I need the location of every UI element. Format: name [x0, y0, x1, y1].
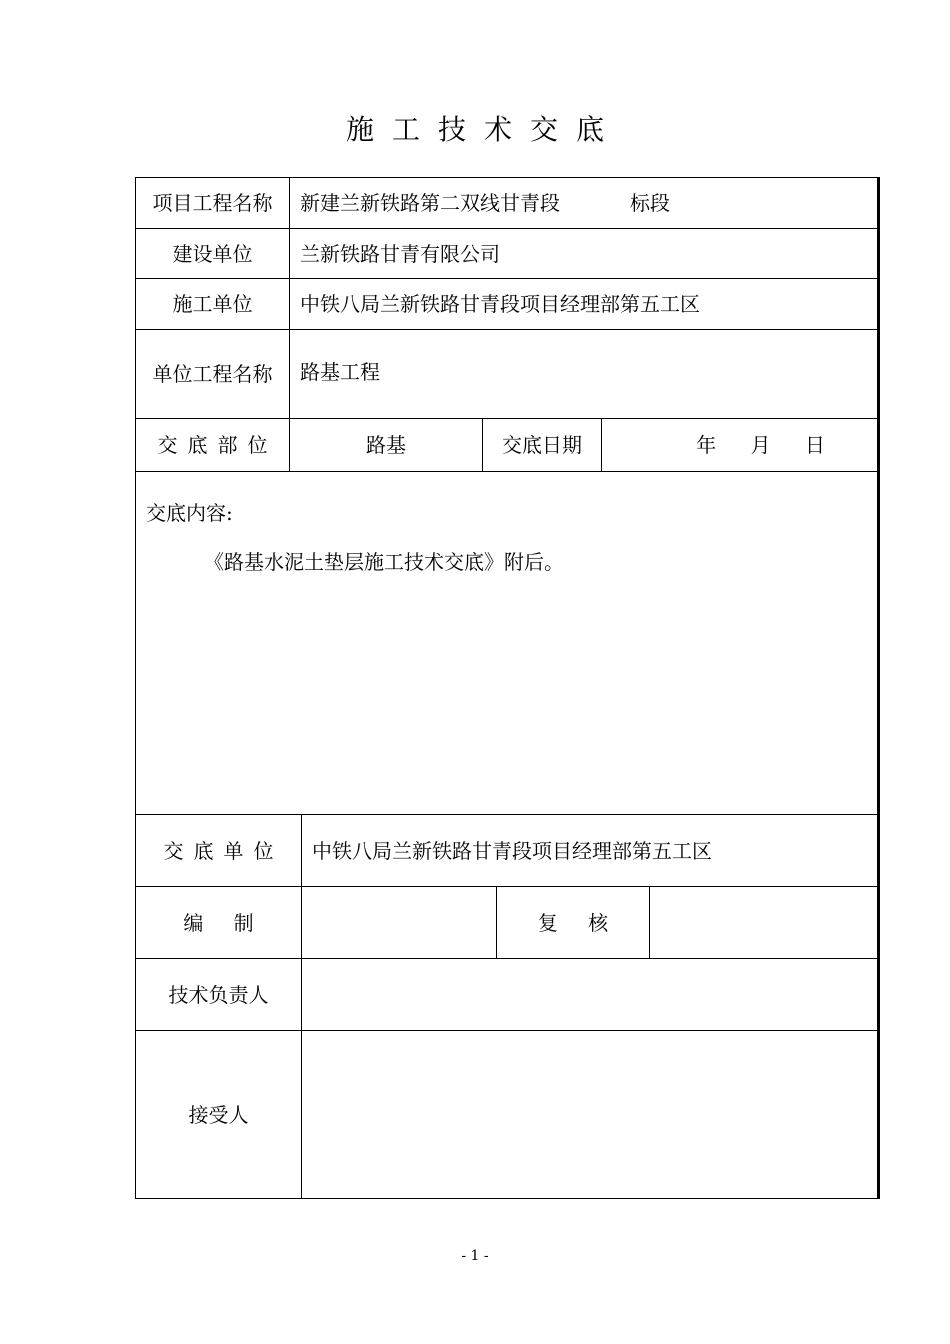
reviewer-label: 复 核 — [496, 887, 649, 958]
project-name-label: 项目工程名称 — [152, 191, 273, 215]
row-tech-lead — [136, 959, 877, 1031]
project-name-suffix: 标段 — [630, 191, 670, 215]
content-text: 《路基水泥土垫层施工技术交底》附后。 — [204, 550, 564, 574]
builder-unit-value: 中铁八局兰新铁路甘青段项目经理部第五工区 — [289, 279, 877, 329]
handover-part-label: 交底部位 — [157, 433, 278, 457]
receiver-signature-field[interactable] — [301, 1031, 877, 1198]
handover-part-value: 路基 — [289, 419, 482, 471]
reviewer-signature-field[interactable] — [649, 887, 877, 958]
row-unit-project-name — [136, 330, 877, 419]
handover-content — [136, 472, 877, 815]
row-handover-unit — [136, 815, 877, 887]
compiler-signature-field[interactable] — [301, 887, 496, 958]
row-construction-unit — [136, 229, 877, 279]
tech-lead-label: 技术负责人 — [168, 982, 269, 1007]
row-handover-part — [136, 419, 877, 472]
unit-project-name-value: 路基工程 — [289, 330, 877, 418]
handover-date-value: 年 月 日 — [601, 419, 877, 471]
construction-unit-value: 兰新铁路甘青有限公司 — [289, 229, 877, 278]
unit-project-name-label: 单位工程名称 — [152, 362, 273, 386]
receiver-label: 接受人 — [188, 1102, 249, 1127]
handover-date-label: 交底日期 — [482, 419, 601, 471]
compiler-label: 编 制 — [183, 910, 254, 935]
page-title: 施工技术交底 — [345, 113, 622, 146]
row-builder-unit — [136, 279, 877, 330]
handover-unit-label: 交底单位 — [163, 838, 284, 863]
builder-unit-label: 施工单位 — [172, 292, 253, 316]
row-receiver — [136, 1031, 877, 1198]
row-compile-review — [136, 887, 877, 959]
project-name-text: 新建兰新铁路第二双线甘青段 — [300, 191, 560, 215]
page-number: - 1 - — [461, 1248, 489, 1264]
construction-unit-label: 建设单位 — [172, 241, 253, 266]
tech-lead-signature-field[interactable] — [301, 959, 877, 1030]
technical-handover-form — [135, 177, 880, 1199]
content-label: 交底内容: — [146, 501, 233, 525]
project-name-value — [289, 178, 877, 228]
row-project-name — [136, 178, 877, 229]
handover-unit-value: 中铁八局兰新铁路甘青段项目经理部第五工区 — [301, 815, 877, 886]
